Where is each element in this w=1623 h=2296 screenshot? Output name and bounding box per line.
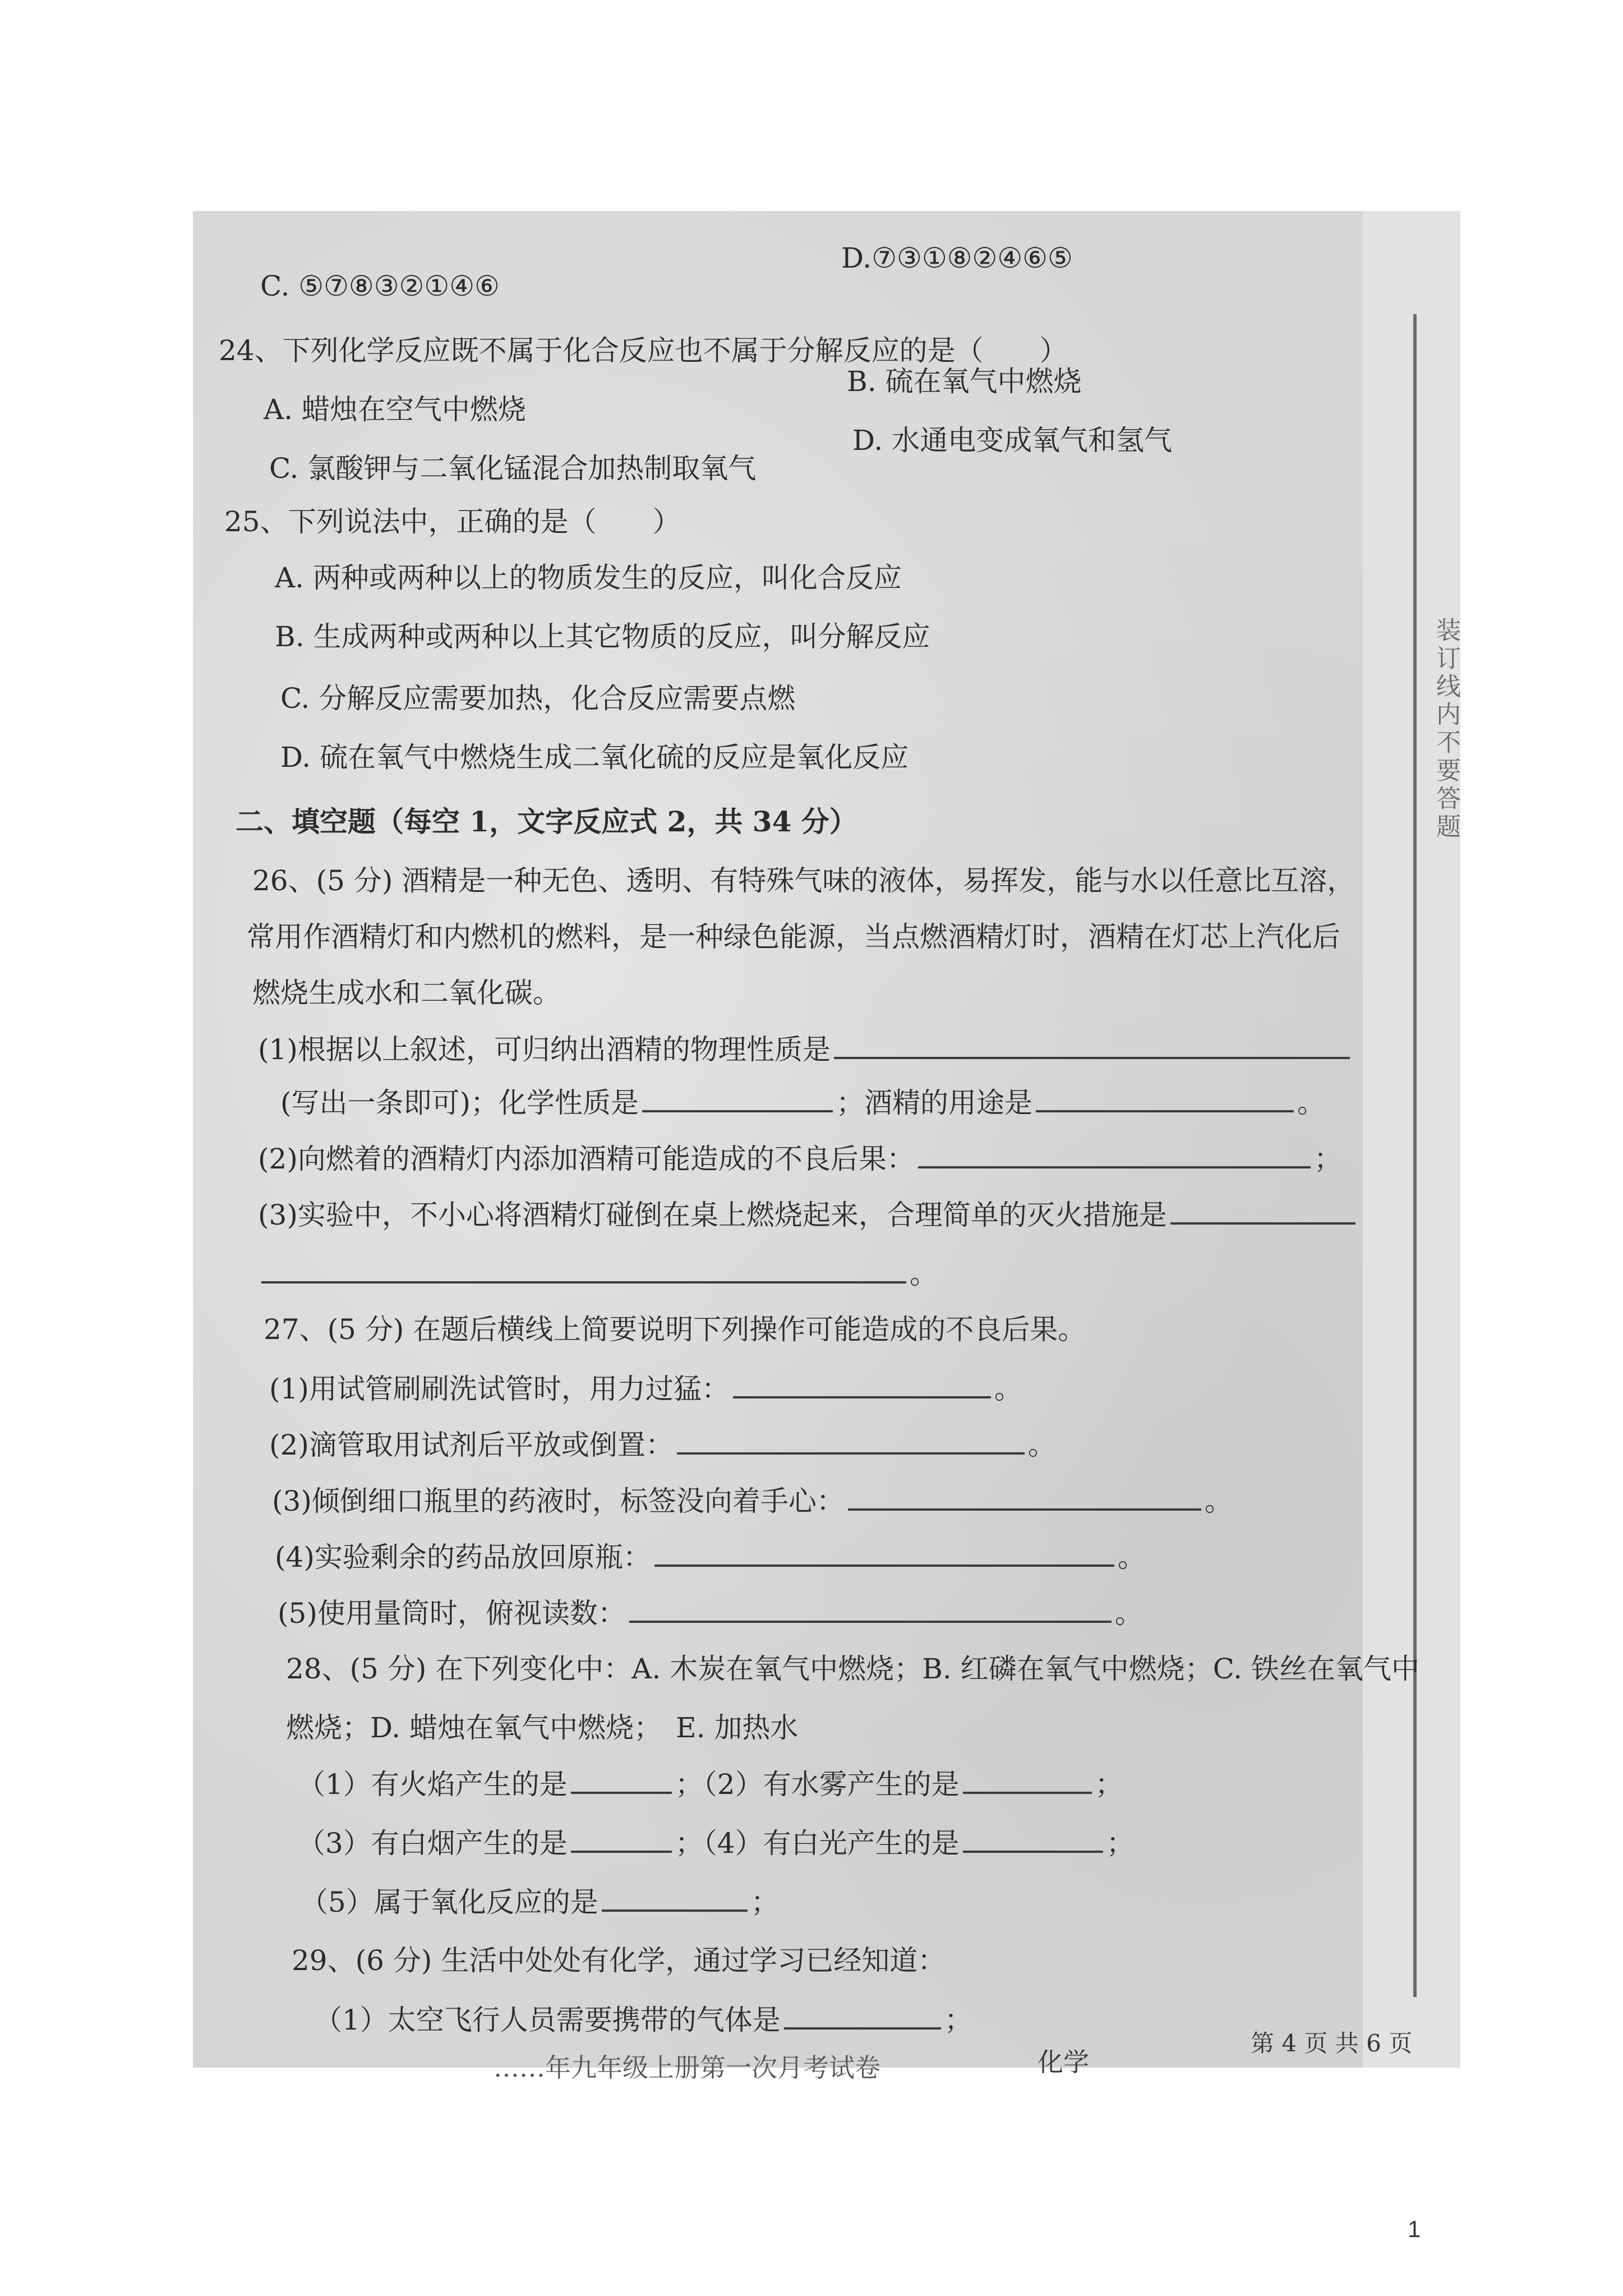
q27-sub-3 [272,1484,1233,1518]
q27-sub-4-text: (4)实验剩余的药品放回原瓶： [275,1541,651,1573]
q28-blank-1[interactable] [571,1767,672,1794]
q25-option-c: C. 分解反应需要加热，化合反应需要点燃 [280,682,796,715]
q25-option-a: A. 两种或两种以上的物质发生的反应，叫化合反应 [275,562,902,594]
q27-sub-1-text: (1)用试管刷刷洗试管时，用力过猛： [269,1373,730,1405]
q26-chemical-property-blank[interactable] [642,1085,833,1112]
q26-paragraph-1: 26、(5 分) 酒精是一种无色、透明、有特殊气味的液体，易挥发，能与水以任意比互溶， [252,864,1355,897]
q27-blank-5[interactable] [629,1596,1112,1623]
q26-sub-1-cont [280,1085,1325,1120]
q29-blank-1[interactable] [784,2003,941,2030]
q24-stem: 24、下列化学反应既不属于化合反应也不属于分解反应的是（ ） [219,334,1068,367]
q24-option-d: D. 水通电变成氧气和氢气 [852,424,1173,457]
q27-sub-1-period: 。 [994,1373,1022,1405]
q26-sub-3 [258,1198,1359,1232]
q26-physical-property-blank[interactable] [834,1032,1350,1059]
q28-sub-4-text: ；（4）有白光产生的是 [675,1827,960,1860]
q26-sub-2 [258,1142,1342,1176]
q27-sub-5 [278,1596,1143,1630]
q26-sub-1-note: (写出一条即可)；化学性质是 [280,1087,639,1119]
q28-sub-2-text: ；（2）有水雾产生的是 [675,1768,960,1801]
q27-sub-2-period: 。 [1027,1429,1056,1461]
q25-option-b: B. 生成两种或两种以上其它物质的反应，叫分解反应 [275,620,930,653]
binding-side-text: 装订线内不要答题 [1432,617,1460,841]
q29-stem: 29、(6 分) 生活中处处有化学，通过学习已经知道： [292,1944,946,1977]
q27-blank-2[interactable] [677,1428,1025,1455]
q26-sub-1-period: 。 [1297,1087,1326,1119]
q26-sub-3-cont [258,1257,938,1291]
q26-paragraph-3: 燃烧生成水和二氧化碳。 [252,977,561,1009]
q27-sub-5-period: 。 [1114,1597,1143,1630]
q28-blank-3[interactable] [571,1826,672,1853]
q27-sub-4-period: 。 [1117,1541,1146,1573]
q27-sub-2-text: (2)滴管取用试剂后平放或倒置： [269,1429,674,1461]
q24-option-b: B. 硫在氧气中燃烧 [847,365,1082,398]
q24-option-c: C. 氯酸钾与二氧化锰混合加热制取氧气 [269,452,757,485]
q27-sub-5-text: (5)使用量筒时，俯视读数： [278,1597,626,1630]
q25-stem: 25、下列说法中，正确的是（ ） [224,505,681,538]
q28-sub-1-text: （1）有火焰产生的是 [297,1768,568,1801]
q28-row-1 [297,1767,1123,1801]
q27-blank-3[interactable] [848,1484,1201,1511]
q27-sub-2 [269,1428,1056,1462]
q28-row-2-semicolon: ； [1106,1827,1135,1860]
page-number: 1 [1408,2216,1421,2242]
q28-paragraph-1: 28、(5 分) 在下列变化中：A. 木炭在氧气中燃烧；B. 红磷在氧气中燃烧；C. 铁丝在氧气中 [286,1653,1419,1685]
footer-subject: 化学 [1038,2047,1089,2077]
q27-stem: 27、(5 分) 在题后横线上简要说明下列操作可能造成的不良后果。 [264,1313,1086,1346]
footer-exam-name: ……年九年级上册第一次月考试卷 [494,2053,880,2083]
q28-paragraph-2: 燃烧；D. 蜡烛在氧气中燃烧； E. 加热水 [286,1711,799,1744]
q26-extinguish-blank-1[interactable] [1170,1198,1355,1225]
q29-sub-1-semicolon: ； [944,2004,972,2036]
q26-sub-1-use-text: ；酒精的用途是 [836,1087,1033,1119]
q24-option-a: A. 蜡烛在空气中燃烧 [264,393,526,426]
q26-sub-1-text: (1)根据以上叙述，可归纳出酒精的物理性质是 [258,1033,831,1066]
q27-sub-4 [275,1540,1146,1574]
q26-sub-2-semicolon: ； [1313,1143,1342,1175]
q28-blank-4[interactable] [963,1826,1103,1853]
q28-blank-5[interactable] [602,1885,748,1912]
q27-sub-1 [269,1372,1022,1406]
q27-sub-3-text: (3)倾倒细口瓶里的药液时，标签没向着手心： [272,1485,845,1517]
q23-option-c: C. ⑤⑦⑧③②①④⑥ [260,270,500,302]
q28-row-2 [297,1826,1135,1860]
footer-page-info: 第 4 页 共 6 页 [1251,2030,1413,2057]
q28-sub-5-text: （5）属于氧化反应的是 [300,1886,598,1918]
q26-sub-1 [258,1032,1353,1066]
paper-edge [1363,211,1460,2068]
q26-sub-3-period: 。 [910,1258,938,1290]
q28-blank-2[interactable] [963,1767,1092,1794]
q28-row-3-semicolon: ； [750,1886,779,1918]
q26-sub-2-text: (2)向燃着的酒精灯内添加酒精可能造成的不良后果： [258,1143,915,1175]
q26-use-blank[interactable] [1036,1085,1294,1112]
q28-row-3 [300,1885,779,1919]
q28-row-1-semicolon: ； [1095,1768,1123,1801]
q25-option-d: D. 硫在氧气中燃烧生成二氧化硫的反应是氧化反应 [280,741,909,774]
section-2-title: 二、填空题（每空 1，文字反应式 2，共 34 分） [236,805,857,838]
q26-paragraph-2: 常用作酒精灯和内燃机的燃料，是一种绿色能源，当点燃酒精灯时，酒精在灯芯上汽化后 [247,921,1340,953]
binding-line [1413,314,1417,1997]
q26-sub-3-text: (3)实验中，不小心将酒精灯碰倒在桌上燃烧起来，合理简单的灭火措施是 [258,1199,1167,1231]
q26-extinguish-blank-2[interactable] [261,1257,906,1283]
q23-option-d: D.⑦③①⑧②④⑥⑤ [841,242,1073,274]
q27-blank-4[interactable] [654,1540,1114,1567]
q27-sub-3-period: 。 [1204,1485,1233,1517]
q29-sub-1 [314,2003,972,2037]
q29-sub-1-text: （1）太空飞行人员需要携带的气体是 [314,2004,781,2036]
q27-blank-1[interactable] [733,1372,991,1398]
q26-bad-consequence-blank[interactable] [918,1142,1311,1168]
q28-sub-3-text: （3）有白烟产生的是 [297,1827,568,1860]
